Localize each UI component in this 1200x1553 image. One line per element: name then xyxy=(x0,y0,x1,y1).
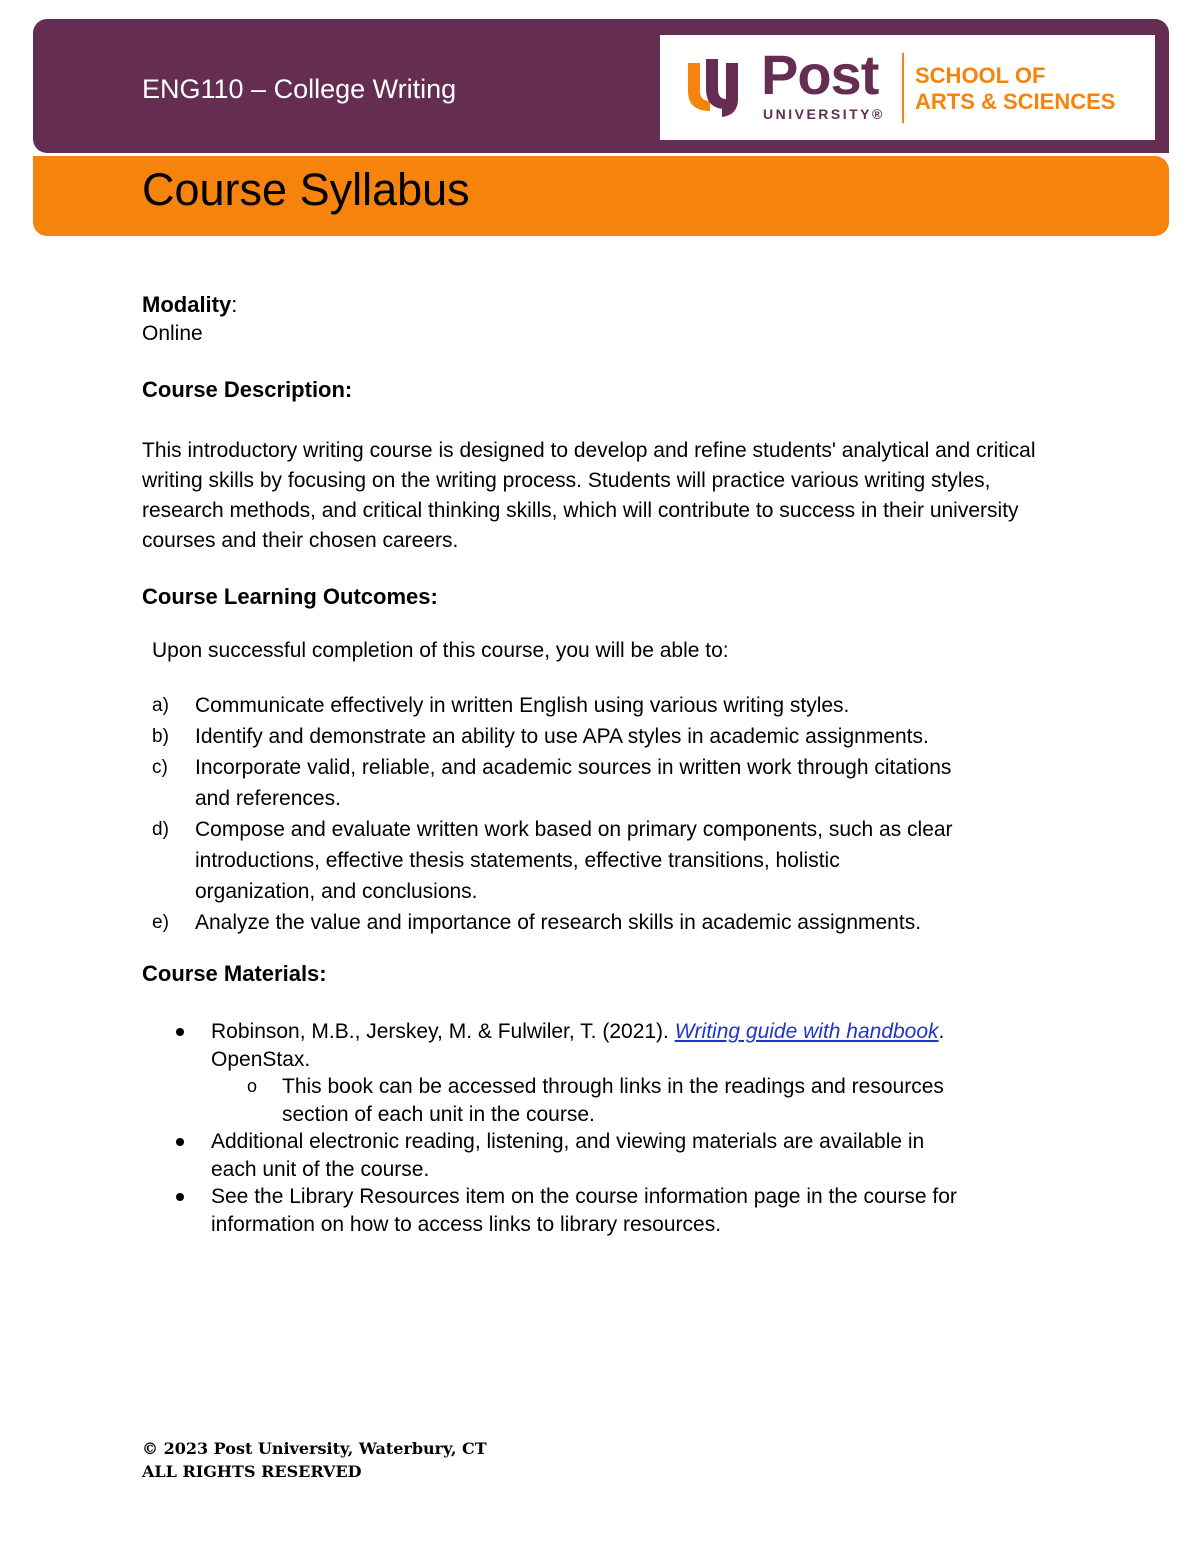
course-description-heading: Course Description: xyxy=(142,377,353,402)
outcome-item: Identify and demonstrate an ability to use APA styles in academic assignments. xyxy=(195,725,929,748)
outcome-item: Analyze the value and importance of research skills in academic assignments. xyxy=(195,911,922,934)
material-sub-item xyxy=(282,1073,944,1129)
learning-outcomes-intro: Upon successful completion of this course, you will be able to: xyxy=(152,639,729,662)
copyright-footer xyxy=(142,1437,487,1483)
modality-heading xyxy=(142,292,237,318)
material-line: See the Library Resources item on the course information page in the course for xyxy=(211,1185,957,1208)
bullet-icon xyxy=(176,1193,184,1201)
outcome-letter: d) xyxy=(152,819,169,840)
learning-outcomes-heading: Course Learning Outcomes: xyxy=(142,584,438,609)
outcome-line: introductions, effective thesis statements, effective transitions, holistic xyxy=(195,849,840,872)
outcome-letter: c) xyxy=(152,757,168,778)
post-university-mark-icon xyxy=(682,55,754,119)
outcome-line: Compose and evaluate written work based on primary components, such as clear xyxy=(195,818,953,841)
outcome-letter: e) xyxy=(152,912,169,933)
logo-school-line2: ARTS & SCIENCES xyxy=(915,89,1116,114)
course-materials-heading: Course Materials: xyxy=(142,961,327,986)
logo-divider xyxy=(902,53,904,123)
outcome-letter: b) xyxy=(152,726,169,747)
material-item xyxy=(211,1018,944,1074)
course-code-title: ENG110 – College Writing xyxy=(142,74,457,104)
material-line xyxy=(211,1018,944,1046)
material-item xyxy=(211,1183,957,1239)
material-line: section of each unit in the course. xyxy=(282,1103,595,1126)
rights-line: ALL RIGHTS RESERVED xyxy=(142,1462,362,1481)
modality-label: Modality xyxy=(142,292,232,317)
logo-university-text: UNIVERSITY® xyxy=(763,106,885,122)
outcome-line: and references. xyxy=(195,787,341,810)
modality-colon: : xyxy=(231,292,238,317)
logo-school-name xyxy=(915,63,1115,115)
sub-bullet-icon: o xyxy=(247,1076,258,1096)
material-line: information on how to access links to library resources. xyxy=(211,1213,722,1236)
citation-text: Robinson, M.B., Jerskey, M. & Fulwiler, T. (2021). xyxy=(211,1020,675,1043)
copyright-line: © 2023 Post University, Waterbury, CT xyxy=(142,1439,487,1458)
material-line: This book can be accessed through links in the readings and resources xyxy=(282,1075,944,1098)
outcome-item: Communicate effectively in written English using various writing styles. xyxy=(195,694,850,717)
material-line: OpenStax. xyxy=(211,1048,311,1071)
modality-value: Online xyxy=(142,322,203,345)
textbook-link[interactable]: Writing guide with handbook xyxy=(674,1020,939,1043)
outcome-line: Incorporate valid, reliable, and academic sources in written work through citations xyxy=(195,756,952,779)
outcome-line: organization, and conclusions. xyxy=(195,880,478,903)
material-item xyxy=(211,1128,924,1184)
logo-wordmark: Post xyxy=(761,43,879,106)
material-line: each unit of the course. xyxy=(211,1158,430,1181)
logo-school-line1: SCHOOL OF xyxy=(915,63,1046,88)
page-title: Course Syllabus xyxy=(142,164,470,215)
outcome-item xyxy=(195,752,951,814)
outcome-letter: a) xyxy=(152,695,169,716)
citation-period: . xyxy=(938,1020,945,1043)
bullet-icon xyxy=(176,1028,184,1036)
outcome-item xyxy=(195,814,953,907)
post-university-logo xyxy=(660,35,1155,140)
bullet-icon xyxy=(176,1138,184,1146)
material-line: Additional electronic reading, listening, and viewing materials are available in xyxy=(211,1130,925,1153)
course-description-text: This introductory writing course is designed to develop and refine students' analytical and critical writing skills by focusing on the writing process. Students will practice various writing styles, research methods, and critical thinking skills, which will contribute to success in their university courses and their chosen careers. xyxy=(142,439,1036,552)
